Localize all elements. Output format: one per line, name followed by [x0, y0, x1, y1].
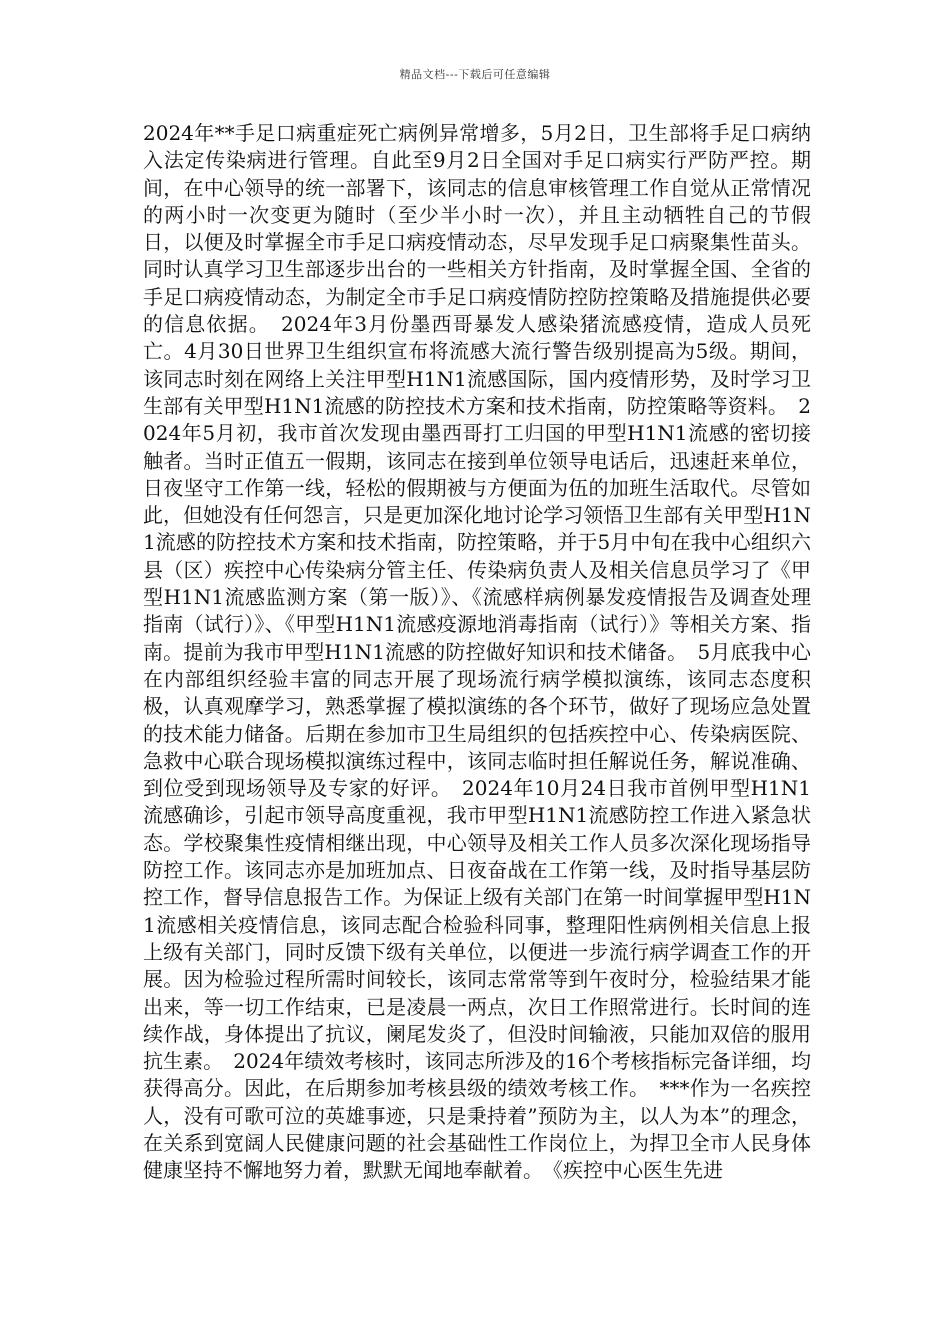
body-paragraph: 2024年**手足口病重症死亡病例异常增多，5月2日，卫生部将手足口病纳入法定传染病进行管理。自此至9月2日全国对手足口病实行严防严控。期间，在中心领导的统一部署下，该同志的信息审核管理工作自觉从正常情况的两小时一次变更为随时（至少半小时一次），并且主动牺牲自己的节假日，以便及时掌握全市手足口病疫情动态，尽早发现手足口病聚集性苗头。同时认真学习卫生部逐步出台的一些相关方针指南，及时掌握全国、全省的手足口病疫情动态，为制定全市手足口病疫情防控防控策略及措施提供必要的信息依据。 2024年3月份墨西哥暴发人感染猪流感疫情，造成人员死亡。4月30日世界卫生组织宣布将流感大流行警告级别提高为5级。期间，该同志时刻在网络上关注甲型H1N1流感国际，国内疫情形势，及时学习卫生部有关甲型H1N1流感的防控技术方案和技术指南，防控策略等资料。 2024年5月初，我市首次发现由墨西哥打工归国的甲型H1N1流感的密切接触者。当时正值五一假期，该同志在接到单位领导电话后，迅速赶来单位，日夜坚守工作第一线，轻松的假期被与方便面为伍的加班生活取代。尽管如此，但她没有任何怨言，只是更加深化地讨论学习领悟卫生部有关甲型H1N1流感的防控技术方案和技术指南，防控策略，并于5月中旬在我中心组织六县（区）疾控中心传染病分管主任、传染病负责人及相关信息员学习了《甲型H1N1流感监测方案（第一版）》、《流感样病例暴发疫情报告及调查处理指南（试行）》、《甲型H1N1流感疫源地消毒指南（试行）》等相关方案、指南。提前为我市甲型H1N1流感的防控做好知识和技术储备。 5月底我中心在内部组织经验丰富的同志开展了现场流行病学模拟演练，该同志态度积极，认真观摩学习，熟悉掌握了模拟演练的各个环节，做好了现场应急处置的技术能力储备。后期在参加市卫生局组织的包括疾控中心、传染病医院、急救中心联合现场模拟演练过程中，该同志临时担任解说任务，解说准确、到位受到现场领导及专家的好评。 2024年10月24日我市首例甲型H1N1流感确诊，引起市领导高度重视，我市甲型H1N1流感防控工作进入紧急状态。学校聚集性疫情相继出现，中心领导及相关工作人员多次深化现场指导防控工作。该同志亦是加班加点、日夜奋战在工作第一线，及时指导基层防控工作，督导信息报告工作。为保证上级有关部门在第一时间掌握甲型H1N1流感相关疫情信息，该同志配合检验科同事，整理阳性病例相关信息上报上级有关部门，同时反馈下级有关单位，以便进一步流行病学调查工作的开展。因为检验过程所需时间较长，该同志常常等到午夜时分，检验结果才能出来，等一切工作结束，已是凌晨一两点，次日工作照常进行。长时间的连续作战，身体提出了抗议，阑尾发炎了，但没时间输液，只能加双倍的服用抗生素。 2024年绩效考核时，该同志所涉及的16个考核指标完备详细，均获得高分。因此，在后期参加考核县级的绩效考核工作。 ***作为一名疾控人，没有可歌可泣的英雄事迹，只是秉持着”预防为主，以人为本”的理念，在关系到宽阔人民健康问题的社会基础性工作岗位上，为捍卫全市人民身体健康坚持不懈地努力着，默默无闻地奉献着。 《疾控中心医生先进 [143, 121, 811, 1183]
body-text [143, 120, 811, 1185]
page-header: 精品文档---下载后可任意编辑 [399, 68, 551, 81]
